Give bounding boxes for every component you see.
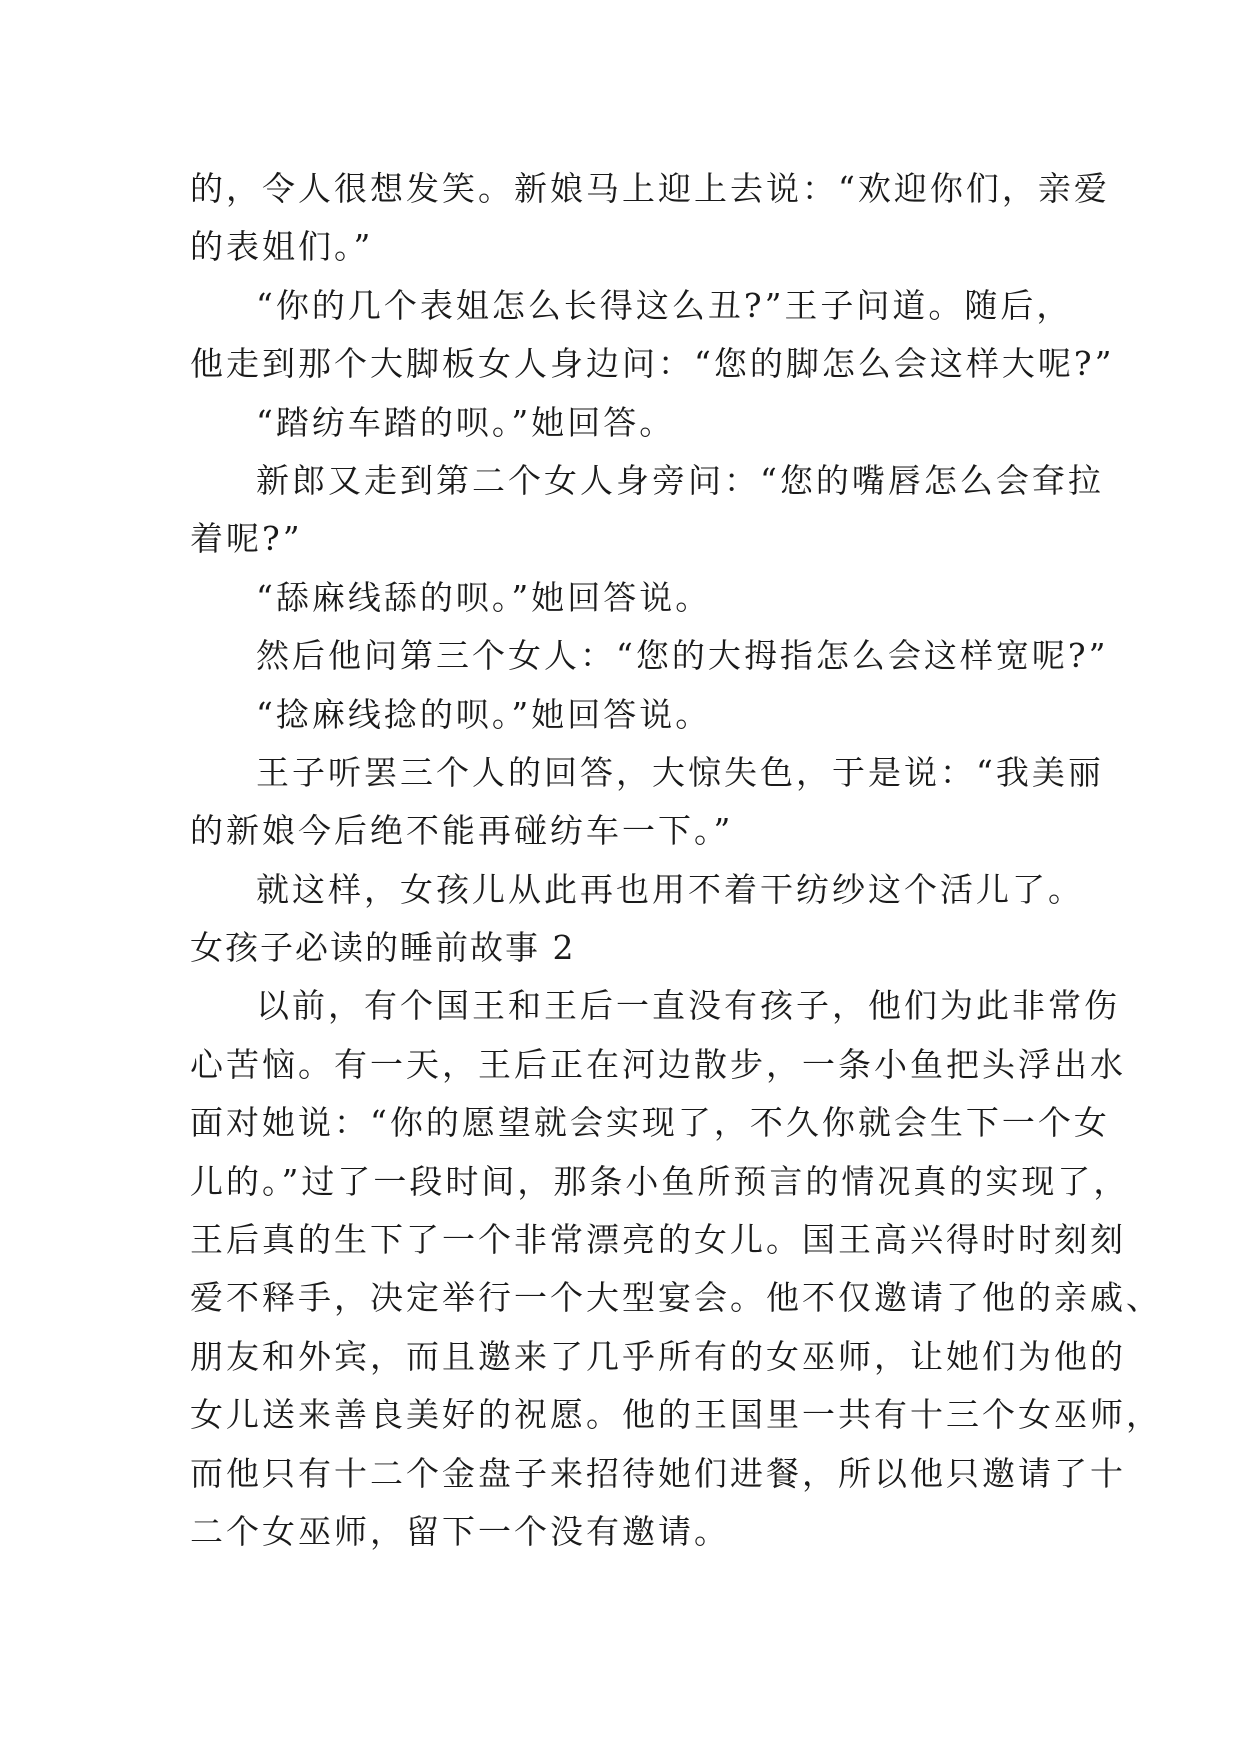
text-line: 的，令人很想发笑。新娘马上迎上去说：“欢迎你们，亲爱 — [190, 169, 1110, 208]
document-body — [190, 160, 1162, 1561]
text-line: 王子听罢三个人的回答，大惊失色，于是说：“我美丽 — [256, 752, 1104, 792]
text-line: “踏纺车踏的呗。”她回答。 — [256, 402, 676, 442]
text-line: “捻麻线捻的呗。”她回答说。 — [256, 694, 712, 734]
text-line: 他走到那个大脚板女人身边问：“您的脚怎么会这样大呢?” — [190, 344, 1115, 384]
text-line: 心苦恼。有一天，王后正在河边散步，一条小鱼把头浮出水 — [190, 1044, 1126, 1084]
text-line: 就这样，女孩儿从此再也用不着干纺纱这个活儿了。 — [256, 869, 1084, 909]
text-line: 王后真的生下了一个非常漂亮的女儿。国王高兴得时时刻刻 — [190, 1220, 1126, 1260]
section-heading: 女孩子必读的睡前故事 2 — [190, 928, 576, 968]
text-line: “你的几个表姐怎么长得这么丑?”王子问道。随后， — [256, 285, 1073, 325]
text-line: 儿的。”过了一段时间，那条小鱼所预言的情况真的实现了， — [190, 1161, 1130, 1201]
text-line: 的新娘今后绝不能再碰纺车一下。” — [190, 811, 734, 851]
text-line: 面对她说：“你的愿望就会实现了，不久你就会生下一个女 — [190, 1103, 1110, 1143]
text-line: 而他只有十二个金盘子来招待她们进餐，所以他只邀请了十 — [190, 1453, 1126, 1493]
text-line: 朋友和外宾，而且邀来了几乎所有的女巫师，让她们为他的 — [190, 1336, 1126, 1376]
text-line: 以前，有个国王和王后一直没有孩子，他们为此非常伤 — [256, 986, 1120, 1026]
text-line: “舔麻线舔的呗。”她回答说。 — [256, 577, 712, 617]
text-line: 着呢?” — [190, 519, 303, 559]
text-line: 新郎又走到第二个女人身旁问：“您的嘴唇怎么会耷拉 — [256, 460, 1104, 500]
text-line: 然后他问第三个女人：“您的大拇指怎么会这样宽呢?” — [256, 636, 1109, 676]
text-line: 二个女巫师，留下一个没有邀请。 — [190, 1511, 730, 1551]
text-line: 女儿送来善良美好的祝愿。他的王国里一共有十三个女巫师， — [190, 1395, 1162, 1435]
text-line: 的表姐们。” — [190, 227, 374, 267]
text-line: 爱不释手，决定举行一个大型宴会。他不仅邀请了他的亲戚、 — [190, 1278, 1162, 1318]
